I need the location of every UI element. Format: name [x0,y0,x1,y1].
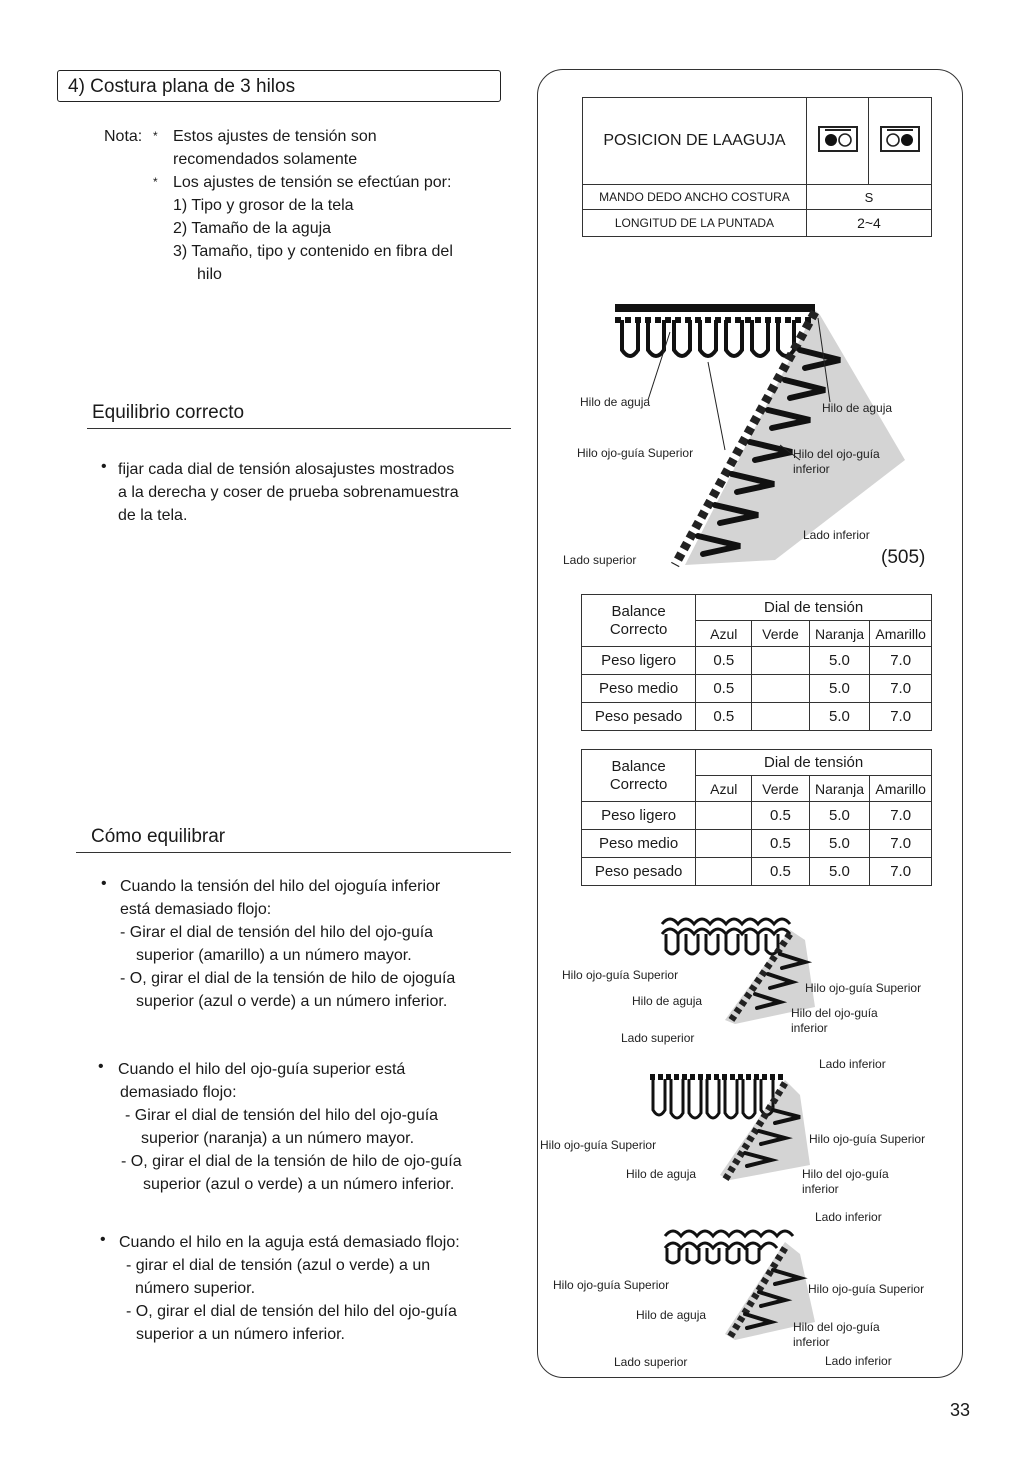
needle-right-icon-cell [869,98,932,185]
t2-col-verde: Verde [752,776,809,802]
t2-row-label: Peso ligero [582,802,696,830]
b-ojo-superior-left: Hilo ojo-guía Superior [540,1138,657,1152]
note-item-2: 2) Tamaño de la aguja [173,220,332,237]
t1-cell: 0.5 [696,703,752,731]
t1-cell: 7.0 [870,703,932,731]
como-b3-line-5: superior a un número inferior. [136,1326,345,1343]
posicion-label: POSICION DE LAAGUJA [583,98,807,185]
stitch-code: (505) [881,547,926,568]
t2-correcto: Correcto [609,775,668,793]
equilibrio-rule [87,428,511,429]
como-b2-line-2: demasiado flojo: [120,1084,237,1101]
note-star-2: * [153,175,158,189]
t1-correcto: Correcto [609,620,668,638]
como-b2-line-5: - O, girar el dial de la tensión de hilo de ojo-guía [121,1153,462,1170]
c-lado-inferior: Lado inferior [825,1354,892,1368]
t1-cell [752,647,809,675]
a-lado-superior: Lado superior [621,1031,695,1045]
tension-table-2 [581,749,932,886]
t2-cell: 7.0 [870,830,932,858]
equilibrio-line-2: a la derecha y coser de prueba sobrenamuestra [118,484,459,501]
como-b2-line-4: superior (naranja) a un número mayor. [141,1130,415,1147]
main-ojo-inferior-2: inferior [793,462,830,476]
main-ojo-superior: Hilo ojo-guía Superior [577,446,694,460]
c-lado-superior: Lado superior [614,1355,688,1369]
t1-row-label: Peso pesado [582,703,696,731]
como-b3-line-4: - O, girar el dial de tensión del hilo del ojo-guía [126,1303,457,1320]
note-item-3-cont: hilo [197,266,222,283]
equilibrio-line-1: fijar cada dial de tensión alosajustes mostrados [118,461,455,478]
como-b2-line-6: superior (azul o verde) a un número inferior. [143,1176,455,1193]
b-ojo-inferior-1: Hilo del ojo-guía [802,1167,889,1181]
t1-cell: 0.5 [696,647,752,675]
note-line-2: recomendados solamente [173,151,358,168]
bullet-dot: • [100,1231,106,1248]
t2-row-label: Peso medio [582,830,696,858]
t1-cell: 5.0 [809,703,870,731]
como-rule [76,852,511,853]
needle-right-icon [880,126,920,152]
c-ojo-superior-left: Hilo ojo-guía Superior [553,1278,670,1292]
mando-label: MANDO DEDO ANCHO COSTURA [583,185,807,210]
t2-cell: 5.0 [809,802,870,830]
main-lado-superior: Lado superior [563,553,637,567]
c-ojo-inferior-2: inferior [793,1335,830,1349]
t1-col-verde: Verde [752,621,809,647]
note-label: Nota: [104,128,143,145]
page-number: 33 [950,1400,971,1420]
como-b1-line-5: - O, girar el dial de la tensión de hilo de ojoguía [120,970,456,987]
t1-balance: Balance [611,602,666,620]
needle-left-icon [818,126,858,152]
main-lado-inferior: Lado inferior [803,528,870,542]
t1-cell: 5.0 [809,647,870,675]
t2-balance-cell [582,750,696,802]
section-title-box [57,70,501,102]
t1-balance-cell [582,595,696,647]
t2-cell: 5.0 [809,858,870,886]
stitch-diagram-main [560,290,950,575]
t2-row-label: Peso pesado [582,858,696,886]
tension-table-1 [581,594,932,731]
como-heading: Cómo equilibrar [91,826,226,847]
settings-table [582,97,932,237]
needle-left-icon-cell [806,98,869,185]
t1-cell: 5.0 [809,675,870,703]
como-b1-line-6: superior (azul o verde) a un número inferior. [136,993,448,1010]
a-lado-inferior: Lado inferior [819,1057,886,1071]
t2-cell: 5.0 [809,830,870,858]
t2-cell: 0.5 [752,830,809,858]
a-ojo-superior-right: Hilo ojo-guía Superior [805,981,922,995]
t1-col-azul: Azul [696,621,752,647]
como-b1-line-4: superior (amarillo) a un número mayor. [136,947,412,964]
t1-col-amarillo: Amarillo [870,621,932,647]
t2-cell [696,858,752,886]
a-hilo-aguja: Hilo de aguja [632,994,703,1008]
equilibrio-line-3: de la tela. [118,507,188,524]
c-hilo-aguja: Hilo de aguja [636,1308,707,1322]
t1-cell [752,703,809,731]
como-b2-line-1: Cuando el hilo del ojo-guía superior está [118,1061,406,1078]
main-hilo-aguja-right: Hilo de aguja [822,401,893,415]
como-b3-line-1: Cuando el hilo en la aguja está demasiado flojo: [119,1234,460,1251]
note-item-1: 1) Tipo y grosor de la tela [173,197,354,214]
t1-cell [752,675,809,703]
longitud-label: LONGITUD DE LA PUNTADA [583,210,807,237]
t1-cell: 7.0 [870,647,932,675]
c-ojo-inferior-1: Hilo del ojo-guía [793,1320,880,1334]
t2-balance: Balance [611,757,666,775]
a-ojo-inferior-1: Hilo del ojo-guía [791,1006,878,1020]
main-hilo-aguja-left: Hilo de aguja [580,395,651,409]
como-b3-line-2: - girar el dial de tensión (azul o verde) a un [126,1257,431,1274]
b-ojo-inferior-2: inferior [802,1182,839,1196]
note-star-1: * [153,129,158,143]
bullet-dot: • [101,875,107,892]
como-b1-line-2: está demasiado flojo: [120,901,272,918]
b-hilo-aguja: Hilo de aguja [626,1167,697,1181]
section-title: 4) Costura plana de 3 hilos [68,76,296,97]
t2-cell [696,830,752,858]
t1-cell: 7.0 [870,675,932,703]
t2-cell: 0.5 [752,858,809,886]
a-ojo-superior-left: Hilo ojo-guía Superior [562,968,679,982]
como-b2-line-3: - Girar el dial de tensión del hilo del ojo-guía [125,1107,439,1124]
t2-cell [696,802,752,830]
t2-col-naranja: Naranja [809,776,870,802]
t1-dial: Dial de tensión [696,595,932,621]
t2-dial: Dial de tensión [696,750,932,776]
t2-cell: 0.5 [752,802,809,830]
t2-col-amarillo: Amarillo [870,776,932,802]
main-ojo-inferior-1: Hilo del ojo-guía [793,447,880,461]
t1-row-label: Peso ligero [582,647,696,675]
bullet-dot: • [98,1058,104,1075]
note-line-3: Los ajustes de tensión se efectúan por: [173,174,452,191]
como-b1-line-1: Cuando la tensión del hilo del ojoguía inferior [120,878,441,895]
b-ojo-superior-right: Hilo ojo-guía Superior [809,1132,926,1146]
mando-value: S [806,185,931,210]
t1-row-label: Peso medio [582,675,696,703]
bullet-dot: • [101,458,107,475]
t2-col-azul: Azul [696,776,752,802]
b-lado-inferior: Lado inferior [815,1210,882,1224]
note-item-3: 3) Tamaño, tipo y contenido en fibra del [173,243,453,260]
t1-cell: 0.5 [696,675,752,703]
t1-col-naranja: Naranja [809,621,870,647]
como-b3-line-3: número superior. [135,1280,256,1297]
a-ojo-inferior-2: inferior [791,1021,828,1035]
c-ojo-superior-right: Hilo ojo-guía Superior [808,1282,925,1296]
equilibrio-heading: Equilibrio correcto [92,402,245,423]
t2-cell: 7.0 [870,802,932,830]
longitud-value: 2~4 [806,210,931,237]
note-line-1: Estos ajustes de tensión son [173,128,377,145]
t2-cell: 7.0 [870,858,932,886]
como-b1-line-3: - Girar el dial de tensión del hilo del ojo-guía [120,924,434,941]
